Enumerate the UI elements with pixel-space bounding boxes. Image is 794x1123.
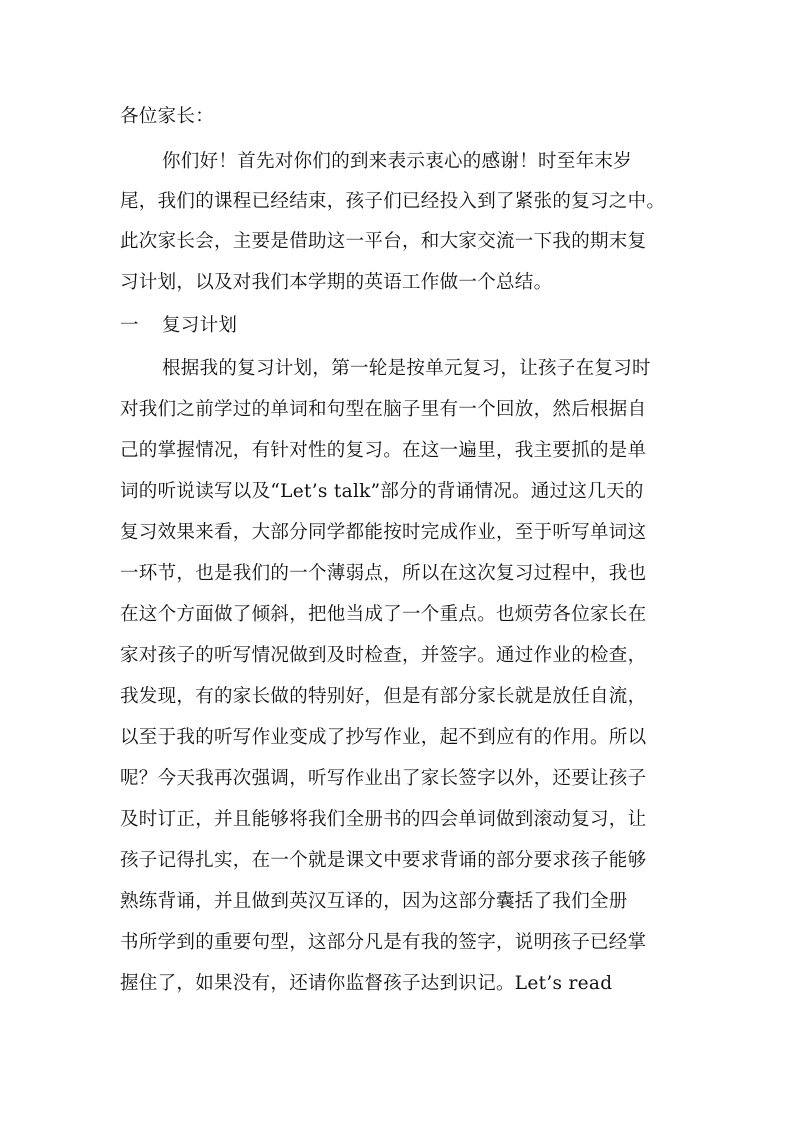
section-title: 复习计划 <box>162 315 238 336</box>
body-line-15: 书所学到的重要句型，这部分凡是有我的签字，说明孩子已经掌 <box>120 932 647 953</box>
salutation: 各位家长： <box>120 106 215 127</box>
body-line-13: 孩子记得扎实，在一个就是课文中要求背诵的部分要求孩子能够 <box>120 850 647 871</box>
body-line-16: 握住了，如果没有，还请你监督孩子达到识记。Let’s read <box>120 973 613 994</box>
intro-line-2: 尾，我们的课程已经结束，孩子们已经投入到了紧张的复习之中。 <box>120 191 666 212</box>
body-line-4: 词的听说读写以及“Let’s talk”部分的背诵情况。通过这几天的 <box>120 481 644 502</box>
intro-line-4: 习计划，以及对我们本学期的英语工作做一个总结。 <box>120 272 553 293</box>
body-line-9: 我发现，有的家长做的特别好，但是有部分家长就是放任自流， <box>120 686 647 707</box>
body-line-1: 根据我的复习计划，第一轮是按单元复习，让孩子在复习时 <box>162 358 651 379</box>
body-line-7: 在这个方面做了倾斜，把他当成了一个重点。也烦劳各位家长在 <box>120 604 647 625</box>
body-line-12: 及时订正，并且能够将我们全册书的四会单词做到滚动复习，让 <box>120 809 647 830</box>
body-line-10: 以至于我的听写作业变成了抄写作业，起不到应有的作用。所以 <box>120 727 647 748</box>
intro-line-3: 此次家长会，主要是借助这一平台，和大家交流一下我的期末复 <box>120 231 647 252</box>
body-line-3: 己的掌握情况，有针对性的复习。在这一遍里，我主要抓的是单 <box>120 440 647 461</box>
body-line-8: 家对孩子的听写情况做到及时检查，并签字。通过作业的检查， <box>120 645 647 666</box>
body-line-2: 对我们之前学过的单词和句型在脑子里有一个回放，然后根据自 <box>120 399 647 420</box>
intro-line-1: 你们好！首先对你们的到来表示衷心的感谢！时至年末岁 <box>162 151 633 172</box>
body-line-6: 一环节，也是我们的一个薄弱点，所以在这次复习过程中，我也 <box>120 563 647 584</box>
section-number: 一 <box>120 315 139 336</box>
body-line-11: 呢？今天我再次强调，听写作业出了家长签字以外，还要让孩子 <box>120 768 647 789</box>
body-line-14: 熟练背诵，并且做到英汉互译的，因为这部分囊括了我们全册 <box>120 891 628 912</box>
body-line-5: 复习效果来看，大部分同学都能按时完成作业，至于听写单词这 <box>120 522 647 543</box>
